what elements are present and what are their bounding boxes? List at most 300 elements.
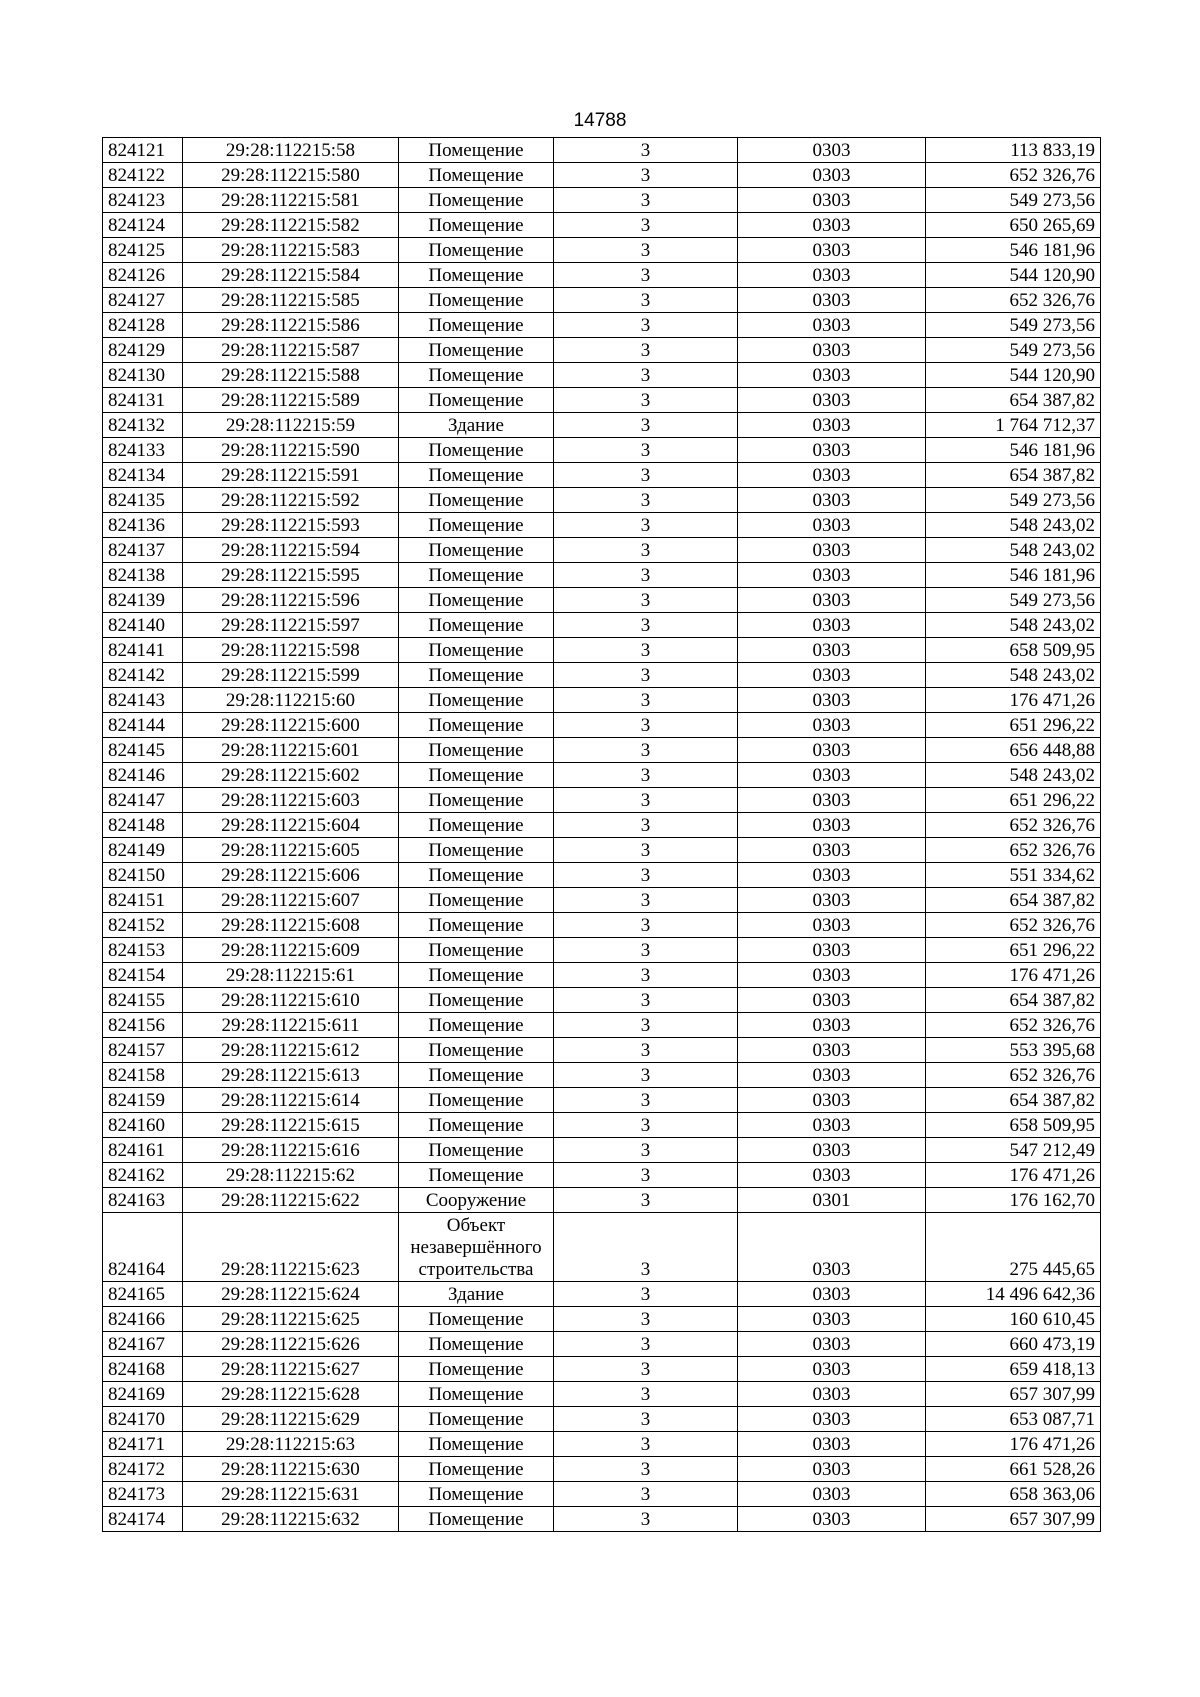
cadastral-value-cell: 654 387,82 [926,388,1101,413]
group-cell: 3 [554,513,738,538]
table-row [103,763,1101,788]
object-type-cell: Помещение [399,1013,554,1038]
row-number-cell: 824160 [103,1113,183,1138]
row-number-cell: 824143 [103,688,183,713]
object-type-cell: Помещение [399,888,554,913]
object-type-cell: Помещение [399,1113,554,1138]
group-cell: 3 [554,638,738,663]
group-cell: 3 [554,663,738,688]
group-cell: 3 [554,1188,738,1213]
cadastral-number-cell: 29:28:112215:604 [183,813,399,838]
code-cell: 0303 [738,1113,926,1138]
table-row [103,1407,1101,1432]
row-number-cell: 824155 [103,988,183,1013]
row-number-cell: 824135 [103,488,183,513]
cadastral-value-cell: 544 120,90 [926,363,1101,388]
table-row [103,463,1101,488]
cadastral-value-cell: 548 243,02 [926,538,1101,563]
object-type-cell: Помещение [399,1038,554,1063]
row-number-cell: 824172 [103,1457,183,1482]
cadastral-number-cell: 29:28:112215:629 [183,1407,399,1432]
object-type-cell: Помещение [399,463,554,488]
object-type-cell: Помещение [399,763,554,788]
cadastral-value-cell: 650 265,69 [926,213,1101,238]
group-cell: 3 [554,763,738,788]
code-cell: 0303 [738,188,926,213]
cadastral-number-cell: 29:28:112215:630 [183,1457,399,1482]
object-type-cell: Помещение [399,288,554,313]
code-cell: 0303 [738,1407,926,1432]
cadastral-value-cell: 658 509,95 [926,638,1101,663]
cadastral-value-cell: 160 610,45 [926,1307,1101,1332]
group-cell: 3 [554,488,738,513]
code-cell: 0303 [738,163,926,188]
code-cell: 0303 [738,563,926,588]
cadastral-number-cell: 29:28:112215:593 [183,513,399,538]
row-number-cell: 824131 [103,388,183,413]
code-cell: 0303 [738,888,926,913]
group-cell: 3 [554,363,738,388]
cadastral-value-cell: 652 326,76 [926,913,1101,938]
table-row [103,138,1101,163]
cadastral-number-cell: 29:28:112215:584 [183,263,399,288]
group-cell: 3 [554,688,738,713]
row-number-cell: 824152 [103,913,183,938]
row-number-cell: 824169 [103,1382,183,1407]
code-cell: 0303 [738,1088,926,1113]
cadastral-value-cell: 548 243,02 [926,763,1101,788]
object-type-cell: Помещение [399,313,554,338]
table-row [103,213,1101,238]
table-row [103,438,1101,463]
code-cell: 0303 [738,863,926,888]
object-type-cell: Помещение [399,388,554,413]
cadastral-number-cell: 29:28:112215:614 [183,1088,399,1113]
object-type-cell: Помещение [399,213,554,238]
cadastral-number-cell: 29:28:112215:612 [183,1038,399,1063]
row-number-cell: 824161 [103,1138,183,1163]
row-number-cell: 824153 [103,938,183,963]
cadastral-value-cell: 659 418,13 [926,1357,1101,1382]
cadastral-value-cell: 658 509,95 [926,1113,1101,1138]
group-cell: 3 [554,863,738,888]
cadastral-value-cell: 652 326,76 [926,163,1101,188]
row-number-cell: 824148 [103,813,183,838]
object-type-cell: Помещение [399,788,554,813]
table-row [103,888,1101,913]
cadastral-value-cell: 176 471,26 [926,1163,1101,1188]
code-cell: 0303 [738,913,926,938]
table-row [103,1332,1101,1357]
object-type-cell: Помещение [399,488,554,513]
table-row [103,563,1101,588]
cadastral-value-cell: 14 496 642,36 [926,1282,1101,1307]
code-cell: 0303 [738,413,926,438]
group-cell: 3 [554,1382,738,1407]
cadastral-number-cell: 29:28:112215:613 [183,1063,399,1088]
page-number: 14788 [573,110,627,131]
cadastral-value-cell: 1 764 712,37 [926,413,1101,438]
table-row [103,1013,1101,1038]
cadastral-number-cell: 29:28:112215:622 [183,1188,399,1213]
cadastral-number-cell: 29:28:112215:603 [183,788,399,813]
row-number-cell: 824127 [103,288,183,313]
object-type-cell: Помещение [399,363,554,388]
table-row [103,1138,1101,1163]
object-type-cell: Помещение [399,1138,554,1163]
object-type-cell: Помещение [399,638,554,663]
cadastral-value-cell: 547 212,49 [926,1138,1101,1163]
object-type-cell: Помещение [399,838,554,863]
row-number-cell: 824126 [103,263,183,288]
row-number-cell: 824129 [103,338,183,363]
group-cell: 3 [554,913,738,938]
group-cell: 3 [554,138,738,163]
table-row [103,1163,1101,1188]
code-cell: 0303 [738,613,926,638]
cadastral-number-cell: 29:28:112215:626 [183,1332,399,1357]
row-number-cell: 824168 [103,1357,183,1382]
group-cell: 3 [554,288,738,313]
code-cell: 0303 [738,838,926,863]
group-cell: 3 [554,613,738,638]
cadastral-number-cell: 29:28:112215:615 [183,1113,399,1138]
table-row [103,1038,1101,1063]
group-cell: 3 [554,1432,738,1457]
cadastral-value-cell: 176 162,70 [926,1188,1101,1213]
object-type-cell: Помещение [399,1332,554,1357]
code-cell: 0303 [738,488,926,513]
object-type-cell: Помещение [399,813,554,838]
group-cell: 3 [554,713,738,738]
cadastral-number-cell: 29:28:112215:601 [183,738,399,763]
row-number-cell: 824142 [103,663,183,688]
group-cell: 3 [554,1138,738,1163]
object-type-cell: Помещение [399,1457,554,1482]
group-cell: 3 [554,313,738,338]
group-cell: 3 [554,1213,738,1282]
registry-table-body [103,138,1101,1532]
group-cell: 3 [554,588,738,613]
group-cell: 3 [554,1482,738,1507]
row-number-cell: 824139 [103,588,183,613]
table-row [103,838,1101,863]
cadastral-value-cell: 176 471,26 [926,963,1101,988]
group-cell: 3 [554,263,738,288]
row-number-cell: 824171 [103,1432,183,1457]
table-row [103,788,1101,813]
cadastral-value-cell: 652 326,76 [926,838,1101,863]
object-type-cell: Помещение [399,613,554,638]
row-number-cell: 824122 [103,163,183,188]
group-cell: 3 [554,238,738,263]
group-cell: 3 [554,213,738,238]
object-type-cell: Помещение [399,688,554,713]
code-cell: 0303 [738,263,926,288]
cadastral-value-cell: 548 243,02 [926,613,1101,638]
object-type-cell: Помещение [399,1063,554,1088]
code-cell: 0303 [738,1138,926,1163]
table-row [103,263,1101,288]
cadastral-number-cell: 29:28:112215:607 [183,888,399,913]
code-cell: 0303 [738,438,926,463]
object-type-cell: Помещение [399,188,554,213]
code-cell: 0301 [738,1188,926,1213]
code-cell: 0303 [738,788,926,813]
cadastral-number-cell: 29:28:112215:594 [183,538,399,563]
object-type-cell: Помещение [399,163,554,188]
cadastral-number-cell: 29:28:112215:63 [183,1432,399,1457]
table-row [103,188,1101,213]
table-row [103,988,1101,1013]
row-number-cell: 824140 [103,613,183,638]
table-row [103,1088,1101,1113]
registry-table [102,137,1101,1532]
code-cell: 0303 [738,1357,926,1382]
row-number-cell: 824144 [103,713,183,738]
row-number-cell: 824167 [103,1332,183,1357]
code-cell: 0303 [738,1507,926,1532]
group-cell: 3 [554,1282,738,1307]
cadastral-value-cell: 544 120,90 [926,263,1101,288]
cadastral-value-cell: 546 181,96 [926,438,1101,463]
table-row [103,613,1101,638]
cadastral-value-cell: 176 471,26 [926,688,1101,713]
row-number-cell: 824124 [103,213,183,238]
table-row [103,938,1101,963]
cadastral-number-cell: 29:28:112215:623 [183,1213,399,1282]
code-cell: 0303 [738,138,926,163]
group-cell: 3 [554,838,738,863]
cadastral-value-cell: 656 448,88 [926,738,1101,763]
object-type-cell: Помещение [399,863,554,888]
code-cell: 0303 [738,288,926,313]
table-row [103,313,1101,338]
code-cell: 0303 [738,238,926,263]
object-type-cell: Помещение [399,913,554,938]
cadastral-value-cell: 651 296,22 [926,938,1101,963]
cadastral-number-cell: 29:28:112215:609 [183,938,399,963]
group-cell: 3 [554,963,738,988]
object-type-cell: Помещение [399,1382,554,1407]
code-cell: 0303 [738,638,926,663]
cadastral-number-cell: 29:28:112215:597 [183,613,399,638]
group-cell: 3 [554,1113,738,1138]
cadastral-value-cell: 661 528,26 [926,1457,1101,1482]
row-number-cell: 824165 [103,1282,183,1307]
row-number-cell: 824166 [103,1307,183,1332]
cadastral-value-cell: 654 387,82 [926,1088,1101,1113]
code-cell: 0303 [738,1013,926,1038]
cadastral-value-cell: 549 273,56 [926,588,1101,613]
group-cell: 3 [554,338,738,363]
row-number-cell: 824164 [103,1213,183,1282]
group-cell: 3 [554,463,738,488]
object-type-cell: Помещение [399,1163,554,1188]
cadastral-number-cell: 29:28:112215:591 [183,463,399,488]
object-type-cell: Помещение [399,1507,554,1532]
row-number-cell: 824154 [103,963,183,988]
cadastral-value-cell: 651 296,22 [926,713,1101,738]
cadastral-value-cell: 651 296,22 [926,788,1101,813]
cadastral-number-cell: 29:28:112215:602 [183,763,399,788]
cadastral-number-cell: 29:28:112215:592 [183,488,399,513]
cadastral-number-cell: 29:28:112215:596 [183,588,399,613]
code-cell: 0303 [738,988,926,1013]
code-cell: 0303 [738,1457,926,1482]
group-cell: 3 [554,888,738,913]
cadastral-number-cell: 29:28:112215:600 [183,713,399,738]
object-type-cell: Помещение [399,988,554,1013]
row-number-cell: 824170 [103,1407,183,1432]
object-type-cell: Помещение [399,713,554,738]
cadastral-number-cell: 29:28:112215:586 [183,313,399,338]
table-row [103,963,1101,988]
code-cell: 0303 [738,1282,926,1307]
code-cell: 0303 [738,1063,926,1088]
cadastral-number-cell: 29:28:112215:627 [183,1357,399,1382]
cadastral-value-cell: 549 273,56 [926,188,1101,213]
row-number-cell: 824145 [103,738,183,763]
cadastral-value-cell: 652 326,76 [926,1013,1101,1038]
cadastral-number-cell: 29:28:112215:598 [183,638,399,663]
cadastral-value-cell: 652 326,76 [926,1063,1101,1088]
group-cell: 3 [554,563,738,588]
table-row [103,1482,1101,1507]
object-type-cell: Помещение [399,1307,554,1332]
cadastral-number-cell: 29:28:112215:59 [183,413,399,438]
code-cell: 0303 [738,388,926,413]
cadastral-value-cell: 657 307,99 [926,1382,1101,1407]
code-cell: 0303 [738,1482,926,1507]
row-number-cell: 824146 [103,763,183,788]
cadastral-value-cell: 275 445,65 [926,1213,1101,1282]
table-row [103,513,1101,538]
group-cell: 3 [554,1507,738,1532]
code-cell: 0303 [738,763,926,788]
code-cell: 0303 [738,938,926,963]
code-cell: 0303 [738,363,926,388]
cadastral-number-cell: 29:28:112215:585 [183,288,399,313]
table-row [103,413,1101,438]
table-row [103,663,1101,688]
row-number-cell: 824130 [103,363,183,388]
row-number-cell: 824149 [103,838,183,863]
group-cell: 3 [554,938,738,963]
object-type-cell: Помещение [399,263,554,288]
row-number-cell: 824159 [103,1088,183,1113]
row-number-cell: 824125 [103,238,183,263]
group-cell: 3 [554,188,738,213]
cadastral-value-cell: 660 473,19 [926,1332,1101,1357]
table-row [103,1113,1101,1138]
group-cell: 3 [554,813,738,838]
group-cell: 3 [554,388,738,413]
code-cell: 0303 [738,1382,926,1407]
table-row [103,913,1101,938]
object-type-cell: Здание [399,413,554,438]
table-row [103,1457,1101,1482]
group-cell: 3 [554,413,738,438]
object-type-cell: Помещение [399,1407,554,1432]
code-cell: 0303 [738,213,926,238]
table-row [103,638,1101,663]
table-row [103,538,1101,563]
code-cell: 0303 [738,963,926,988]
row-number-cell: 824157 [103,1038,183,1063]
object-type-cell: Помещение [399,1357,554,1382]
group-cell: 3 [554,738,738,763]
cadastral-number-cell: 29:28:112215:605 [183,838,399,863]
row-number-cell: 824156 [103,1013,183,1038]
cadastral-value-cell: 551 334,62 [926,863,1101,888]
row-number-cell: 824123 [103,188,183,213]
cadastral-value-cell: 113 833,19 [926,138,1101,163]
code-cell: 0303 [738,313,926,338]
group-cell: 3 [554,163,738,188]
object-type-cell: Помещение [399,588,554,613]
table-row [103,363,1101,388]
cadastral-number-cell: 29:28:112215:608 [183,913,399,938]
table-row [103,1307,1101,1332]
group-cell: 3 [554,538,738,563]
object-type-cell: Помещение [399,513,554,538]
row-number-cell: 824132 [103,413,183,438]
cadastral-value-cell: 654 387,82 [926,463,1101,488]
code-cell: 0303 [738,338,926,363]
row-number-cell: 824138 [103,563,183,588]
cadastral-number-cell: 29:28:112215:631 [183,1482,399,1507]
cadastral-value-cell: 546 181,96 [926,563,1101,588]
row-number-cell: 824121 [103,138,183,163]
cadastral-value-cell: 652 326,76 [926,813,1101,838]
cadastral-number-cell: 29:28:112215:580 [183,163,399,188]
object-type-cell: Сооружение [399,1188,554,1213]
object-type-cell: Помещение [399,963,554,988]
cadastral-number-cell: 29:28:112215:610 [183,988,399,1013]
code-cell: 0303 [738,1432,926,1457]
cadastral-value-cell: 658 363,06 [926,1482,1101,1507]
table-row [103,688,1101,713]
cadastral-number-cell: 29:28:112215:62 [183,1163,399,1188]
group-cell: 3 [554,1457,738,1482]
table-row [103,1282,1101,1307]
cadastral-number-cell: 29:28:112215:582 [183,213,399,238]
table-row [103,1507,1101,1532]
table-row [103,238,1101,263]
group-cell: 3 [554,988,738,1013]
code-cell: 0303 [738,463,926,488]
table-row [103,1213,1101,1282]
row-number-cell: 824136 [103,513,183,538]
cadastral-value-cell: 549 273,56 [926,313,1101,338]
table-row [103,588,1101,613]
cadastral-value-cell: 654 387,82 [926,888,1101,913]
code-cell: 0303 [738,688,926,713]
table-row [103,1432,1101,1457]
cadastral-number-cell: 29:28:112215:628 [183,1382,399,1407]
cadastral-number-cell: 29:28:112215:616 [183,1138,399,1163]
object-type-cell: Помещение [399,938,554,963]
code-cell: 0303 [738,738,926,763]
code-cell: 0303 [738,1163,926,1188]
group-cell: 3 [554,1163,738,1188]
group-cell: 3 [554,1013,738,1038]
group-cell: 3 [554,788,738,813]
code-cell: 0303 [738,1307,926,1332]
cadastral-value-cell: 654 387,82 [926,988,1101,1013]
row-number-cell: 824158 [103,1063,183,1088]
